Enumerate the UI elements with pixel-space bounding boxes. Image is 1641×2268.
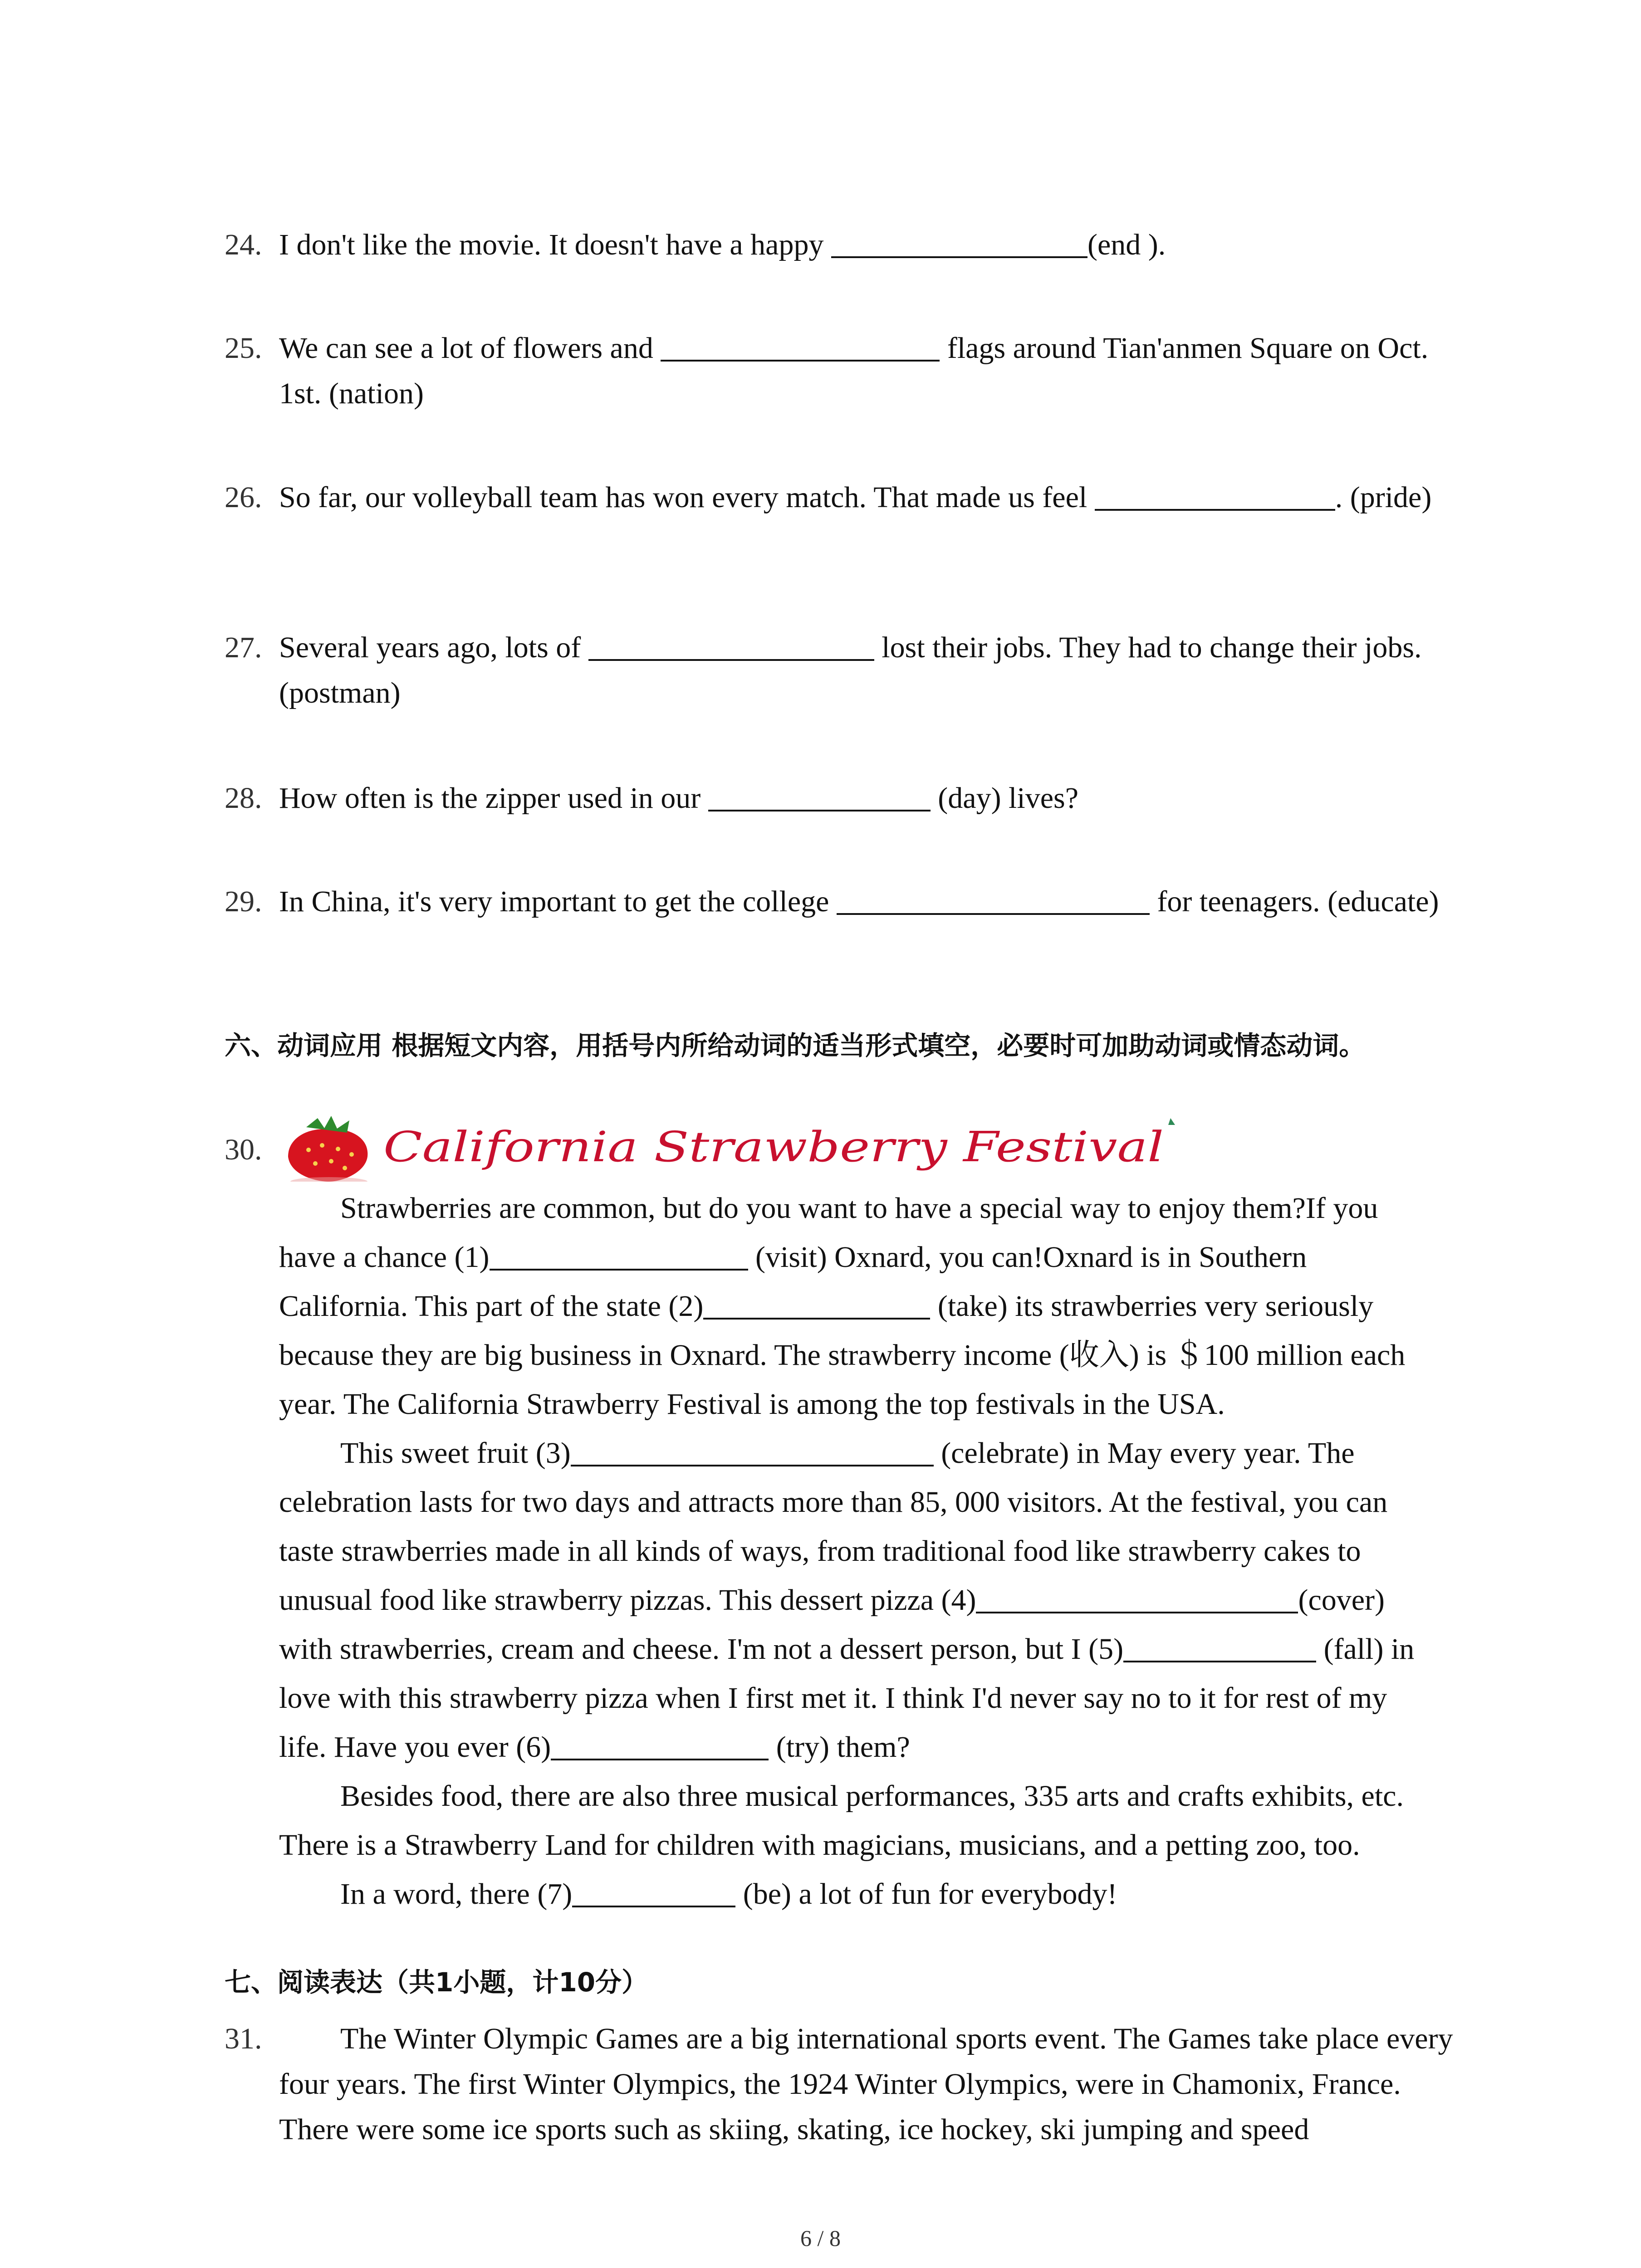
passage-text: Strawberries are common, but do you want to have a special way to enjoy them?If you have a chance (1) — [279, 1192, 1378, 1274]
question-26 — [225, 475, 1468, 520]
question-number: 25. — [225, 332, 262, 365]
passage-text: This sweet fruit (3) — [340, 1437, 571, 1470]
question-text: How often is the zipper used in our — [279, 782, 708, 815]
passage-text: (celebrate) in May every year. The celebration lasts for two days and attracts more than 85, 000 visitors. At the festival, you can taste strawberries made in all kinds of ways, from traditional food like strawberry cakes to unusual food like strawberry pizzas. This dessert pizza (4) — [279, 1437, 1388, 1617]
passage-text: (try) them? — [769, 1730, 910, 1764]
passage-text: (be) a lot of fun for everybody! — [735, 1877, 1117, 1911]
question-hint: (end ). — [1087, 228, 1166, 261]
question-24 — [225, 222, 1468, 268]
passage-text: (take) its strawberries very seriously because they are big business in Oxnard. The strawberry income (收入) is ＄100 million each year. The California Strawberry Festival is among the top festivals in the USA. — [279, 1290, 1406, 1421]
strawberry-icon — [288, 1116, 367, 1182]
logo-text: California Strawberry Festival — [383, 1123, 1164, 1171]
question-hint: lost their jobs. They had to change their jobs. (postman) — [279, 631, 1422, 709]
answer-blank-3[interactable] — [571, 1437, 934, 1466]
section-heading-6: 六、动词应用 根据短文内容，用括号内所给动词的适当形式填空，必要时可加助动词或情态动词。 — [225, 1030, 1366, 1061]
passage-text: In a word, there (7) — [340, 1877, 573, 1911]
question-number: 26. — [225, 481, 262, 514]
strawberry-festival-logo — [279, 1114, 1182, 1182]
passage-paragraph — [279, 1184, 1440, 1429]
question-number: 27. — [225, 631, 262, 664]
question-hint: (day) lives? — [930, 782, 1078, 815]
answer-blank-4[interactable] — [976, 1584, 1298, 1613]
question-text: Several years ago, lots of — [279, 631, 588, 664]
answer-blank-6[interactable] — [551, 1731, 769, 1760]
answer-blank[interactable] — [661, 332, 940, 362]
question-31 — [225, 2016, 1468, 2152]
passage-30 — [279, 1184, 1440, 1919]
answer-blank[interactable] — [708, 782, 931, 811]
question-number: 28. — [225, 782, 262, 815]
answer-blank[interactable] — [831, 229, 1087, 258]
answer-blank-1[interactable] — [490, 1242, 748, 1271]
question-text: The Winter Olympic Games are a big international sports event. The Games take place every four years. The first Winter Olympics, the 1924 Winter Olympics, were in Chamonix, France. There were some ice sports such as skiing, skating, ice hockey, ski jumping and speed — [279, 2022, 1453, 2146]
passage-text: (fall) in love with this strawberry pizza when I first met it. I think I'd never say no to it for rest of my life. Have you ever (6) — [279, 1633, 1415, 1764]
passage-paragraph: Besides food, there are also three musical performances, 335 arts and crafts exhibits, etc. There is a Strawberry Land for children with magicians, musicians, and a petting zoo, too. — [279, 1779, 1404, 1862]
answer-blank-2[interactable] — [703, 1290, 930, 1320]
question-text: We can see a lot of flowers and — [279, 332, 661, 365]
question-hint: flags around Tian'anmen Square on Oct. 1st. (nation) — [279, 332, 1429, 410]
question-text: In China, it's very important to get the college — [279, 885, 837, 918]
section-heading-7: 七、阅读表达（共1小题，计10分） — [225, 1967, 648, 1998]
question-25 — [225, 326, 1468, 416]
passage-paragraph — [279, 1870, 1440, 1919]
answer-blank[interactable] — [588, 632, 874, 661]
question-28 — [225, 776, 1468, 821]
question-number: 24. — [225, 228, 262, 261]
passage-text: (cover) with strawberries, cream and cheese. I'm not a dessert person, but I (5) — [279, 1584, 1385, 1666]
answer-blank-7[interactable] — [572, 1878, 735, 1907]
passage-text: (visit) Oxnard, you can!Oxnard is in Southern California. This part of the state (2) — [279, 1241, 1307, 1323]
question-29 — [225, 879, 1468, 924]
page-number: 6 / 8 — [800, 2225, 841, 2251]
answer-blank-5[interactable] — [1123, 1633, 1316, 1662]
answer-blank[interactable] — [1095, 482, 1335, 511]
question-30-header — [225, 1114, 1164, 1182]
passage-paragraph — [279, 1429, 1440, 1772]
question-number: 31. — [225, 2022, 262, 2055]
question-number: 29. — [225, 885, 262, 918]
answer-blank[interactable] — [837, 886, 1150, 915]
question-number: 30. — [225, 1133, 262, 1166]
question-hint: for teenagers. (educate) — [1149, 885, 1439, 918]
question-text: I don't like the movie. It doesn't have a happy — [279, 228, 831, 261]
question-27 — [225, 625, 1468, 716]
question-text: So far, our volleyball team has won every match. That made us feel — [279, 481, 1095, 514]
question-hint: . (pride) — [1335, 481, 1432, 514]
